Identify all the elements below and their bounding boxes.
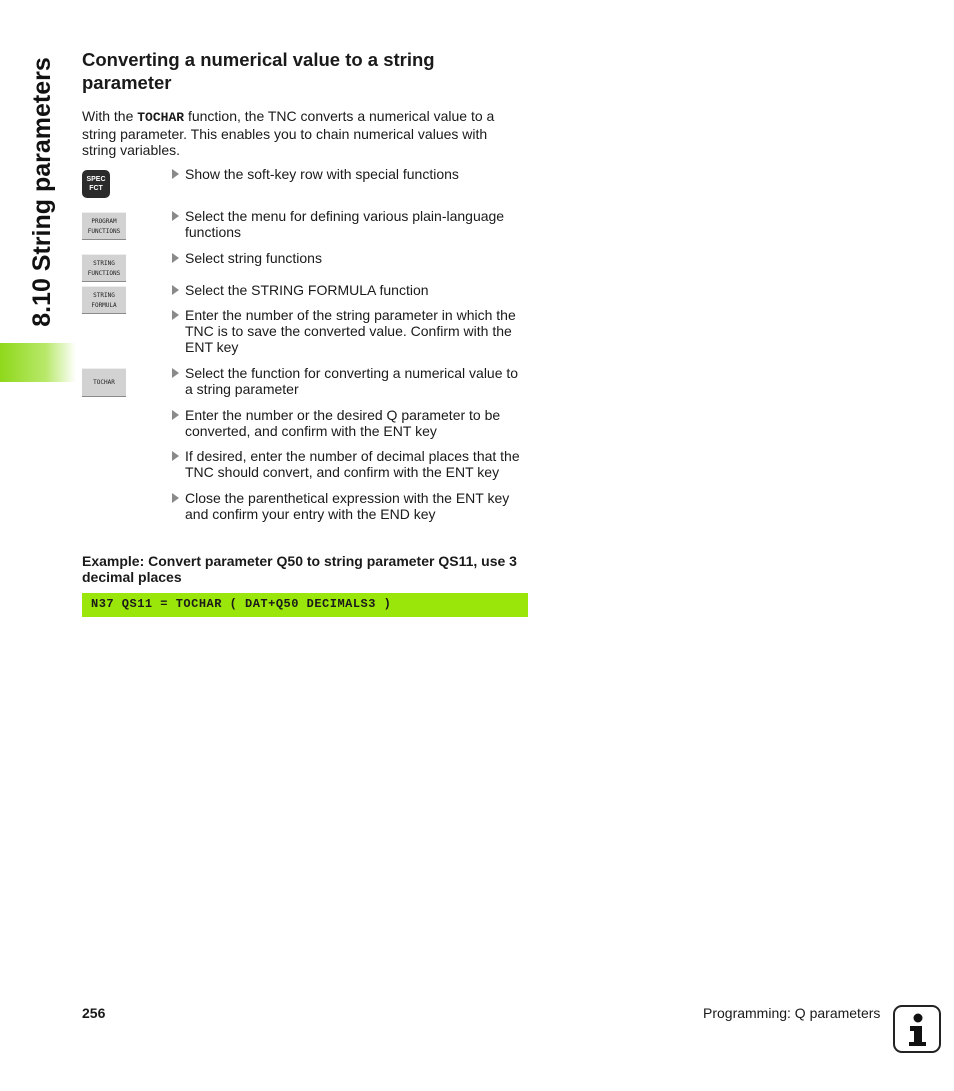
step-text: Enter the number or the desired Q parameter to be converted, and confirm with the ENT key: [185, 407, 501, 439]
intro-paragraph: [82, 108, 522, 158]
softkey-line: TOCHAR: [93, 379, 115, 386]
arrow-right-icon: [172, 253, 179, 263]
step-item: [172, 250, 528, 266]
string-functions-softkey[interactable]: [82, 254, 126, 282]
softkey-line: FUNCTIONS: [87, 270, 121, 277]
step-text: Close the parenthetical expression with the ENT key and confirm your entry with the END key: [185, 490, 510, 522]
intro-code: TOCHAR: [137, 110, 185, 125]
chapter-title-text: 8.10 String parameters: [28, 57, 56, 327]
code-example-bar: [82, 593, 528, 617]
step-text: Select string functions: [185, 250, 322, 266]
step-item: [172, 307, 528, 355]
string-formula-softkey[interactable]: [82, 286, 126, 314]
step-item: [172, 208, 528, 240]
footer-chapter-text: Programming: Q parameters: [703, 1005, 881, 1021]
page-number: 256: [82, 1005, 106, 1021]
arrow-right-icon: [172, 211, 179, 221]
section-heading: Converting a numerical value to a string parameter: [82, 49, 435, 93]
step-text: Select the function for converting a numerical value to a string parameter: [185, 365, 519, 397]
arrow-right-icon: [172, 493, 179, 503]
arrow-right-icon: [172, 169, 179, 179]
arrow-right-icon: [172, 310, 179, 320]
arrow-right-icon: [172, 451, 179, 461]
softkey-line: PROGRAM: [91, 218, 117, 225]
softkey-line: STRING: [93, 292, 115, 299]
spec-fct-key[interactable]: [82, 170, 110, 198]
softkey-line: STRING: [93, 260, 115, 267]
info-icon: [893, 1005, 941, 1053]
chapter-tab-marker: [0, 343, 76, 382]
step-item: [172, 490, 528, 522]
step-text: Enter the number of the string parameter in which the TNC is to save the converted value. Confirm with the ENT key: [185, 307, 516, 355]
step-text: If desired, enter the number of decimal places that the TNC should convert, and confirm with the ENT key: [185, 448, 520, 480]
arrow-right-icon: [172, 285, 179, 295]
arrow-right-icon: [172, 410, 179, 420]
tochar-softkey[interactable]: [82, 368, 126, 397]
spec-fct-key-line1: SPEC: [86, 176, 106, 183]
step-item: [172, 282, 528, 298]
code-line: N37 QS11 = TOCHAR ( DAT+Q50 DECIMALS3 ): [91, 597, 392, 611]
step-text: Show the soft-key row with special functions: [185, 166, 459, 182]
step-item: [172, 407, 528, 439]
step-item: [172, 448, 528, 480]
spec-fct-key-line2: FCT: [89, 185, 103, 192]
softkey-line: FUNCTIONS: [87, 228, 121, 235]
step-text: Select the menu for defining various plain-language functions: [185, 208, 505, 240]
program-functions-softkey[interactable]: [82, 212, 126, 240]
intro-text-end: function, the TNC converts a numerical value to a string parameter. This enables you to chain numerical values with string variables.: [82, 108, 495, 158]
arrow-right-icon: [172, 368, 179, 378]
step-item: [172, 166, 528, 182]
softkey-line: FORMULA: [91, 302, 117, 309]
step-text: Select the STRING FORMULA function: [185, 282, 429, 298]
example-heading: Example: Convert parameter Q50 to string parameter QS11, use 3 decimal places: [82, 553, 517, 585]
chapter-side-title: [20, 0, 64, 340]
intro-text-start: With the: [82, 108, 138, 124]
step-item: [172, 365, 528, 397]
